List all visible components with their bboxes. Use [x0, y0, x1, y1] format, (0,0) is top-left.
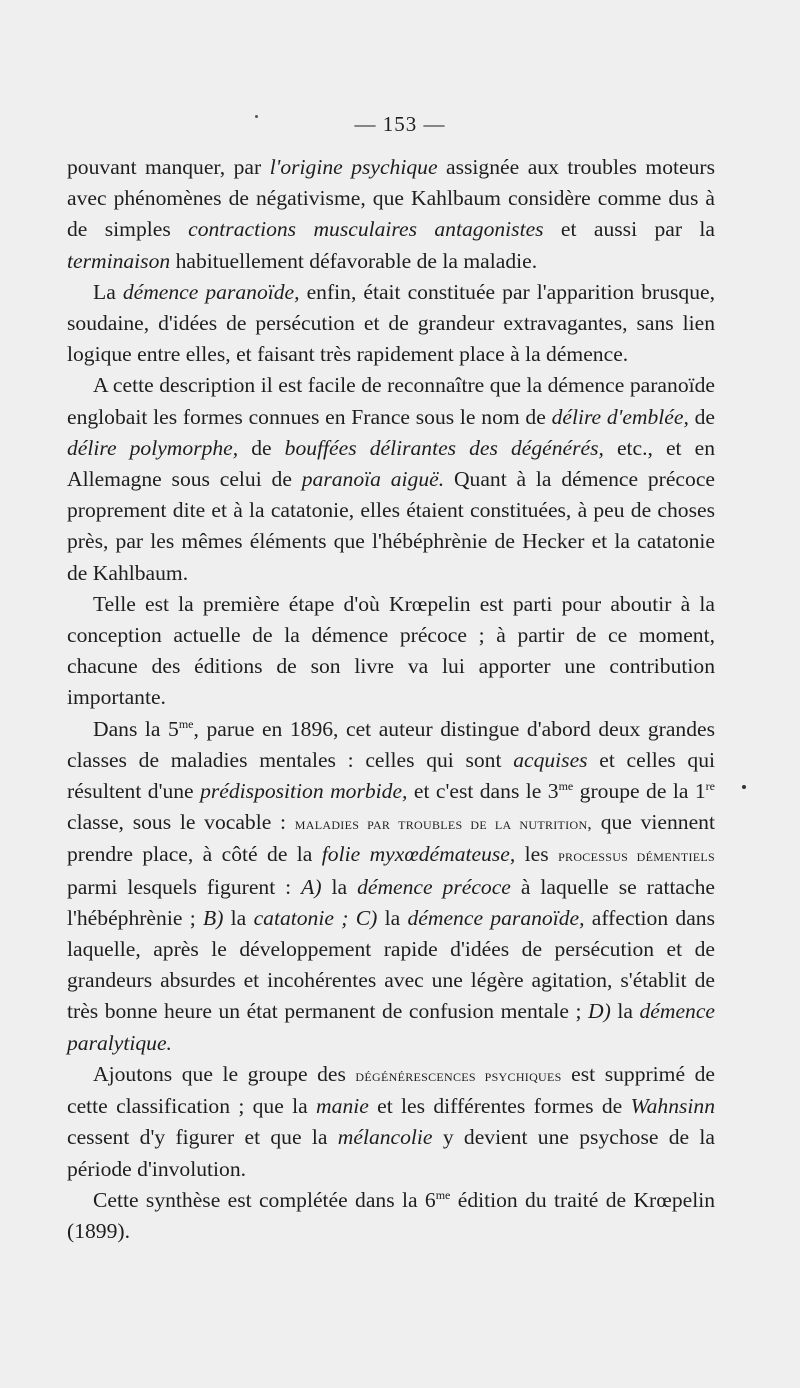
text-run: pouvant manquer, par [67, 155, 270, 179]
text-run: affection dans laquelle, après le développement rapide d'idées de persécution et de grandeurs absurdes et incohérentes avec une légère agitation, s'établit de très bonne heure un état permanent de confusion mentale ; [67, 905, 716, 1024]
text-run: la [321, 874, 358, 899]
text-run: Quant à la démence précoce proprement dite et à la catatonie, elles étaient constituées, à peu de choses près, par les mêmes éléments que l'hébéphrènie de Hecker et la catatonie de Kahlbaum. [67, 467, 715, 585]
italic-term: démence paranoïde, [407, 905, 585, 930]
italic-term: délire polymorphe, [67, 435, 239, 460]
text-run: la [223, 905, 254, 930]
italic-term: démence précoce [357, 874, 511, 899]
text-run: habituellement défavorable de la maladie. [170, 248, 538, 273]
italic-term: folie myxœdémateuse, [321, 842, 516, 867]
italic-term: l'origine psychique [269, 155, 438, 179]
italic-term: terminaison [67, 248, 171, 273]
italic-term: acquises [513, 747, 588, 772]
text-run: de [238, 435, 285, 460]
text-run: Telle est la première étape d'où Krœpelin est parti pour aboutir à la conception actuelle de la démence précoce ; à partir de ce moment, chacune des éditions de son livre va lui apporter une contribution importante. [67, 591, 715, 710]
text-run: groupe de la 1 [573, 779, 706, 804]
text-run: enfin, était constituée par l'apparition brusque, soudaine, d'idées de persécution et de grandeur extravagantes, sans lien logique entre elles, et faisant très rapidement place à la démence. [67, 279, 715, 367]
paragraph [67, 370, 715, 588]
text-run: etc., et en Allemagne sous celui de [67, 435, 715, 492]
ordinal-suffix: me [178, 716, 194, 731]
body-text [67, 152, 715, 1247]
italic-term: D) [588, 999, 611, 1024]
paragraph [67, 589, 715, 714]
italic-term: mélancolie [337, 1125, 433, 1150]
italic-term: bouffées délirantes des dégénérés, [284, 435, 604, 460]
small-caps-term: processus démentiels [558, 846, 715, 866]
ordinal-suffix: me [435, 1187, 451, 1202]
paragraph [67, 1185, 715, 1247]
ordinal-suffix: me [558, 778, 574, 793]
italic-term: manie [316, 1094, 369, 1119]
small-caps-term: dégénérescences psychiques [355, 1065, 562, 1085]
paragraph [67, 1059, 715, 1185]
ordinal-suffix: re [705, 778, 715, 793]
text-run: la [610, 999, 640, 1024]
text-run: et c'est dans le 3 [407, 779, 559, 804]
text-run: est supprimé de cette classification ; que la [67, 1061, 715, 1119]
text-run: La [93, 279, 123, 304]
text-run: et les différentes formes de [368, 1094, 631, 1119]
italic-term: prédisposition morbide, [200, 779, 408, 804]
text-run: et celles qui résultent d'une [67, 747, 715, 804]
italic-term: paranoïa aiguë. [301, 467, 445, 492]
text-run: parmi lesquels figurent : [67, 874, 302, 899]
text-run: y devient une psychose de la période d'involution. [67, 1125, 715, 1181]
text-run: cessent d'y figurer et que la [67, 1125, 338, 1150]
paragraph [67, 277, 715, 371]
paragraph [67, 714, 715, 1059]
italic-term: démence paralytique. [67, 999, 715, 1055]
text-run: assignée aux troubles moteurs avec phénomènes de négativisme, que Kahlbaum considère comme dus à de simples [67, 155, 715, 242]
text-run: la [377, 905, 408, 930]
margin-mark [742, 785, 746, 789]
page-number: — 153 — [354, 112, 446, 136]
italic-term: Wahnsinn [630, 1094, 715, 1119]
italic-term: A) [301, 874, 322, 899]
text-run: les [515, 842, 559, 867]
text-run: et aussi par la [543, 217, 715, 242]
italic-term: catatonie ; C) [253, 905, 378, 930]
text-run: de [688, 404, 716, 429]
paragraph [67, 152, 715, 277]
text-run: que viennent prendre place, à côté de la [67, 810, 715, 867]
text-run: , parue en 1896, cet auteur distingue d'abord deux grandes classes de maladies mentales : celles qui sont [67, 716, 715, 772]
text-run: Cette synthèse est complétée dans la 6 [93, 1187, 436, 1212]
text-run: Ajoutons que le groupe des [93, 1061, 356, 1086]
italic-term: délire d'emblée, [551, 404, 689, 429]
text-run: à laquelle se rattache l'hébéphrènie ; [67, 874, 715, 930]
text-run: édition du traité de Krœpelin (1899). [67, 1187, 715, 1243]
text-run: A cette description il est facile de reconnaître que la démence paranoïde englobait les formes connues en France sous le nom de [67, 373, 715, 429]
text-run: classe, sous le vocable : [67, 810, 295, 835]
italic-term: démence paranoïde, [122, 279, 300, 304]
small-caps-term: maladies par troubles de la nutrition, [294, 814, 592, 834]
text-run: Dans la 5 [93, 716, 179, 741]
italic-term: B) [203, 905, 224, 930]
italic-term: contractions musculaires antagonistes [188, 217, 544, 242]
